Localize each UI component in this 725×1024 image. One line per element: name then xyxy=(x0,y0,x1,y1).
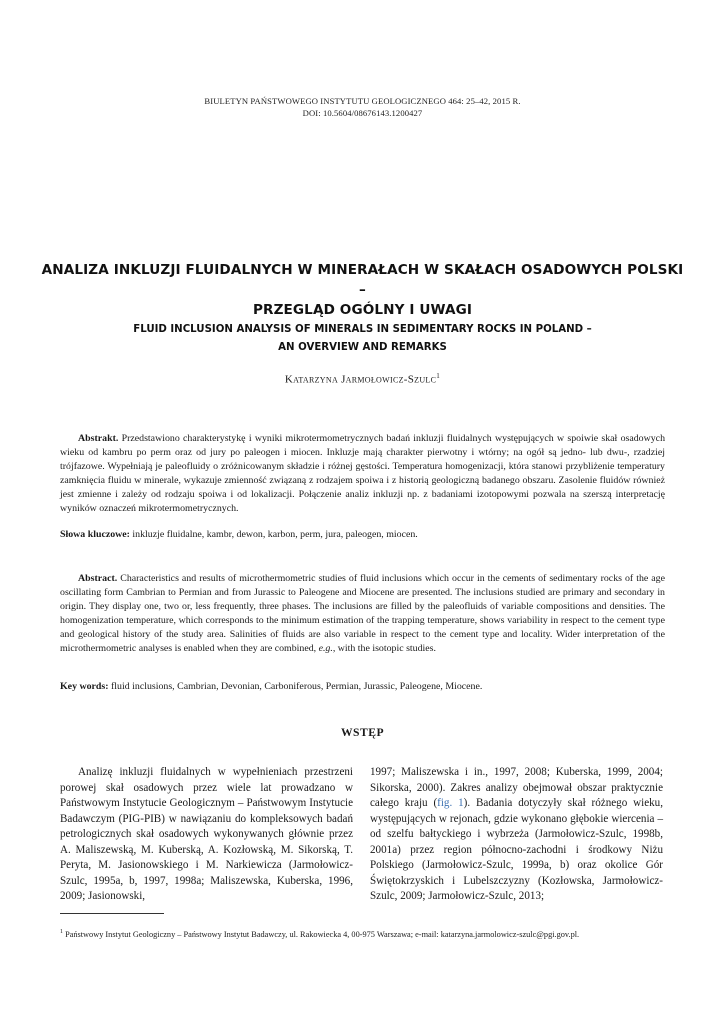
footnote-rule xyxy=(60,913,164,914)
body-column-left xyxy=(60,765,353,905)
abstract-english-eg: e.g. xyxy=(318,642,333,654)
title-english-line-1: FLUID INCLUSION ANALYSIS OF MINERALS IN SEDIMENTARY ROCKS IN POLAND – xyxy=(133,324,592,335)
title-polish-line-2: PRZEGLĄD OGÓLNY I UWAGI xyxy=(252,302,473,318)
author-line xyxy=(0,372,725,386)
affiliation-mark: 1 xyxy=(436,372,441,380)
abstract-english xyxy=(60,572,665,655)
body-text-after-link: ). Badania dotyczyły skał różnego wieku, występujących w rejonach, gdzie wykonano głębokie wiercenia – od szelfu bałtyckiego i wybrzeża (Jarmołowicz-Szulc, 1998b, 2001a) przez region północno-zachodni i środkowy Niżu Polskiego (Jarmołowicz-Szulc, 1999a, b) oraz okolice Gór Świętokrzyskich i Lubelszczyzny (Kozłowska, Jarmołowicz-Szulc, 2009; Jarmołowicz-Szulc, 2013; xyxy=(370,797,664,902)
keywords-polish-text: inkluzje fluidalne, kambr, dewon, karbon, perm, jura, paleogen, miocen. xyxy=(132,529,418,540)
abstract-polish xyxy=(60,432,665,515)
title-polish xyxy=(40,260,685,320)
abstract-english-text: Characteristics and results of microthermometric studies of fluid inclusions which occur in the cements of sedimentary rocks of the age oscillating form Cambrian to Permian and from Jurassic to Paleogene and Miocene are presented. The inclusions studied are primary and secondary in origin. They display one, two or, less frequently, three phases. The inclusions are filled by the paleofluids of variable compositions and densities. The homogenization temperature, which corresponds to the minimum estimation of the trapping temperature, shows variability in respect to the cement type and geological history of the study area. Salinities of fluids are also variable in respect to the cement type and locality. Wider interpretation of the microthermometric analyses is enabled when they are combined, xyxy=(60,573,666,654)
keywords-english-text: fluid inclusions, Cambrian, Devonian, Carboniferous, Permian, Jurassic, Paleogene, Miocene. xyxy=(111,681,483,692)
keywords-english xyxy=(60,680,665,694)
doi-line: DOI: 10.5604/08676143.1200427 xyxy=(302,108,423,118)
footnote-text: Państwowy Instytut Geologiczny – Państwowy Instytut Badawczy, ul. Rakowiecka 4, 00-975 Warszawa; e-mail: katarzyna.jarmolowicz-szulc@pgi.gov.pl. xyxy=(65,929,580,939)
abstract-english-text-end: , with the isotopic studies. xyxy=(332,642,436,654)
title-polish-line-1: ANALIZA INKLUZJI FLUIDALNYCH W MINERAŁACH W SKAŁACH OSADOWYCH POLSKI – xyxy=(41,262,684,298)
body-column-right xyxy=(370,765,663,905)
section-heading: WSTĘP xyxy=(340,726,385,739)
footnote-mark: 1 xyxy=(60,929,63,935)
body-text-before-link: 1997; Maliszewska i in., 1997, 2008; Kuberska, 1999, 2004; Sikorska, 2000). Zakres analizy obejmował obszar praktycznie całego kraju ( xyxy=(370,766,663,809)
keywords-polish xyxy=(60,528,665,542)
journal-header: BIULETYN PAŃSTWOWEGO INSTYTUTU GEOLOGICZNEGO 464: 25–42, 2015 R. xyxy=(204,96,521,106)
abstract-english-label: Abstract. xyxy=(78,573,118,584)
footnote xyxy=(60,927,670,940)
author-name: Katarzyna Jarmołowicz-Szulc xyxy=(284,373,437,386)
body-paragraph-continued xyxy=(370,765,663,905)
abstract-polish-text: Przedstawiono charakterystykę i wyniki mikrotermometrycznych badań inkluzji fluidalnych występujących w spoiwie skał osadowych wieku od kambru po perm oraz od jury po paleogen i miocen. Inkluzje mają charakter pierwotny i wtórny; na ogół są jedno- lub dwu-, rzadziej trójfazowe. Wypełniają je paleofluidy o zróżnicowanym składzie i różnej gęstości. Temperatura homogenizacji, która stanowi przybliżenie temperatury zamknięcia fluidu w minerale, wykazuje zmienność związaną z rodzajem spoiwa i z historią geologiczną badanego obszaru. Zasolenie fluidów również jest zmienne i zależy od rodzaju spoiwa i od lokalizacji. Połączenie analiz inkluzji np. z badaniami izotopowymi pozwala na szerszą interpretację wyników oznaczeń mikrotermometrycznych. xyxy=(60,433,665,514)
figure-1-link[interactable]: fig. 1 xyxy=(437,797,464,809)
title-english xyxy=(40,321,685,357)
keywords-english-label: Key words: xyxy=(60,681,109,692)
abstract-polish-label: Abstrakt. xyxy=(78,433,119,444)
body-paragraph: Analizę inkluzji fluidalnych w wypełnieniach przestrzeni porowej skał osadowych przez wiele lat prowadzano w Państwowym Instytucie Geologicznym – Państwowym Instytucie Badawczym (PIG-PIB) w nawiązaniu do kompleksowych badań petrologicznych skał osadowych wykonywanych głównie przez A. Maliszewską, M. Kuberską, A. Kozłowską, M. Sikorską, T. Peryta, M. Jasionowskiego i M. Narkiewicza (Jarmołowicz-Szulc, 1995a, b, 1997, 1998a; Maliszewska, Kuberska, 1996, 2009; Jasionowski, xyxy=(60,766,353,902)
keywords-polish-label: Słowa kluczowe: xyxy=(60,529,130,540)
title-english-line-2: AN OVERVIEW AND REMARKS xyxy=(278,342,447,353)
